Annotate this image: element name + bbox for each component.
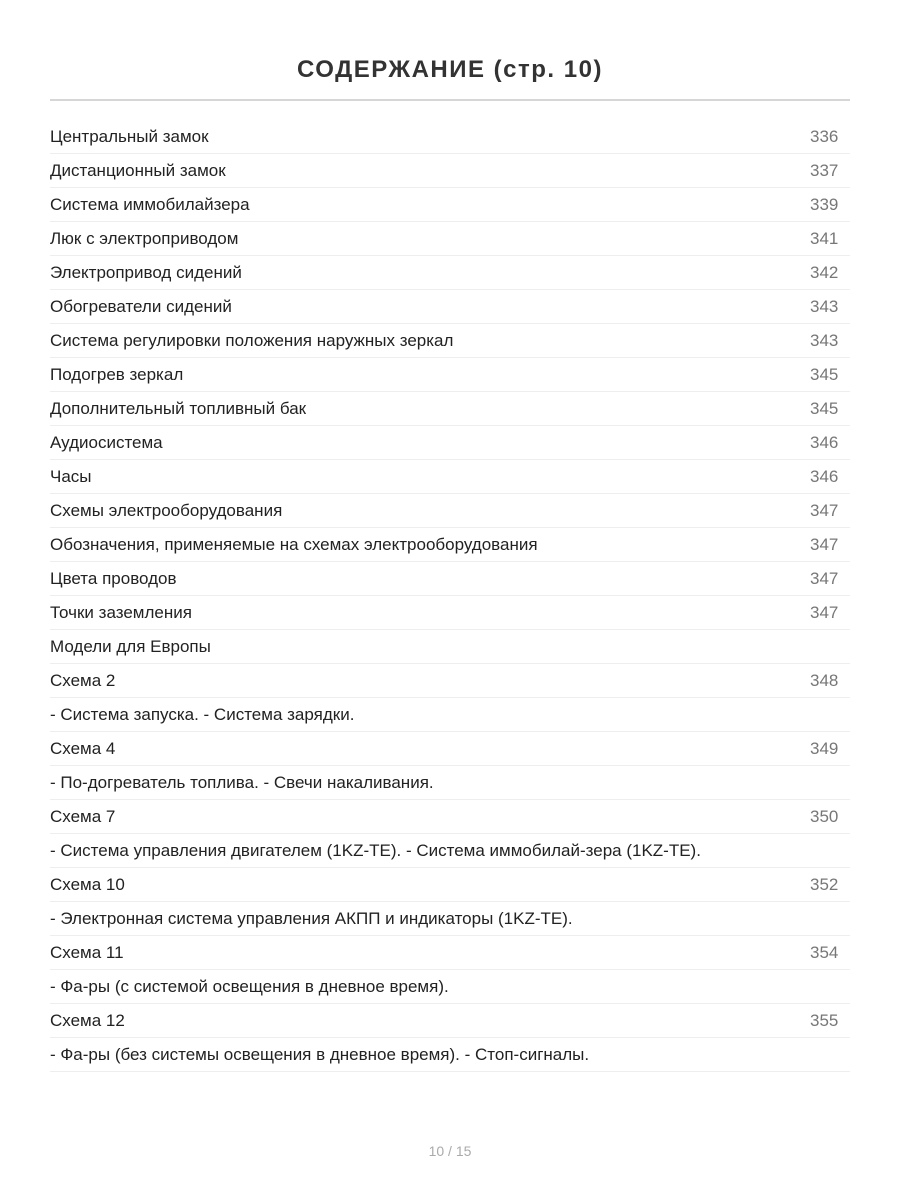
toc-entry-title: Система иммобилайзера <box>50 194 250 214</box>
toc-entry[interactable] <box>50 290 850 324</box>
toc-entry-title: Схема 10 <box>50 874 125 894</box>
toc-entry-page-number: 346 <box>810 466 839 486</box>
toc-entry[interactable] <box>50 460 850 494</box>
toc-entry[interactable] <box>50 970 850 1004</box>
toc-entry-title: - Электронная система управления АКПП и индикаторы (1KZ-TE). <box>50 908 573 928</box>
toc-entry[interactable] <box>50 528 850 562</box>
toc-entry-page-number: 354 <box>810 942 839 962</box>
toc-entry-title: Подогрев зеркал <box>50 364 184 384</box>
toc-entry-page-number: 345 <box>810 364 839 384</box>
toc-entry-title: Система регулировки положения наружных зеркал <box>50 330 454 350</box>
toc-entry-title: - Фа-ры (без системы освещения в дневное время). - Стоп-сигналы. <box>50 1044 590 1064</box>
toc-entry[interactable] <box>50 188 850 222</box>
toc-entry[interactable] <box>50 698 850 732</box>
toc-entry-page-number: 341 <box>810 228 839 248</box>
toc-entry[interactable] <box>50 222 850 256</box>
toc-entry-page-number: 348 <box>810 670 839 690</box>
toc-entry[interactable] <box>50 358 850 392</box>
toc-entry-title: Обогреватели сидений <box>50 296 232 316</box>
toc-entry-page-number: 350 <box>810 806 839 826</box>
toc-entry-page-number: 342 <box>810 262 839 282</box>
toc-entry-title: Дистанционный замок <box>50 160 226 180</box>
toc-entry-page-number: 347 <box>810 568 839 588</box>
toc-entry[interactable] <box>50 664 850 698</box>
toc-entry-title: Схема 7 <box>50 806 116 826</box>
toc-entry[interactable] <box>50 426 850 460</box>
toc-entry-title: - По-догреватель топлива. - Свечи накаливания. <box>50 772 434 792</box>
toc-entry-title: Схема 12 <box>50 1010 125 1030</box>
toc-entry-title: Электропривод сидений <box>50 262 242 282</box>
title-divider <box>50 99 850 101</box>
toc-entry-title: Схема 4 <box>50 738 116 758</box>
toc-entry-title: Цвета проводов <box>50 568 177 588</box>
toc-entry[interactable] <box>50 596 850 630</box>
toc-entry-title: Люк с электроприводом <box>50 228 239 248</box>
toc-entry[interactable] <box>50 120 850 154</box>
toc-entry-page-number: 347 <box>810 500 839 520</box>
toc-entry[interactable] <box>50 936 850 970</box>
toc-entry[interactable] <box>50 256 850 290</box>
toc-entry[interactable] <box>50 324 850 358</box>
toc-entry[interactable] <box>50 868 850 902</box>
toc-entry[interactable] <box>50 834 850 868</box>
toc-entry-page-number: 337 <box>810 160 839 180</box>
toc-entry-page-number: 339 <box>810 194 839 214</box>
toc-entry-page-number: 347 <box>810 602 839 622</box>
toc-entry-title: - Фа-ры (с системой освещения в дневное время). <box>50 976 449 996</box>
toc-entry-title: - Система управления двигателем (1KZ-TE). - Система иммобилай-зера (1KZ-TE). <box>50 840 701 860</box>
toc-entry[interactable] <box>50 766 850 800</box>
toc-entry-title: Схема 11 <box>50 942 124 962</box>
toc-entry-title: Дополнительный топливный бак <box>50 398 307 418</box>
toc-entry[interactable] <box>50 1038 850 1072</box>
toc-entry-title: Схемы электрооборудования <box>50 500 283 520</box>
toc-entry-page-number: 336 <box>810 126 839 146</box>
toc-entry[interactable] <box>50 630 850 664</box>
toc-entry[interactable] <box>50 392 850 426</box>
toc-entry-title: Обозначения, применяемые на схемах электрооборудования <box>50 534 538 554</box>
toc-entry-page-number: 343 <box>810 330 839 350</box>
toc-entry-title: Центральный замок <box>50 126 209 146</box>
toc-entry-title: Модели для Европы <box>50 636 211 656</box>
toc-list <box>50 120 850 1072</box>
toc-entry[interactable] <box>50 154 850 188</box>
toc-entry-title: Аудиосистема <box>50 432 163 452</box>
toc-entry[interactable] <box>50 562 850 596</box>
toc-entry-title: Схема 2 <box>50 670 116 690</box>
toc-entry[interactable] <box>50 800 850 834</box>
toc-entry-page-number: 346 <box>810 432 839 452</box>
toc-entry-page-number: 343 <box>810 296 839 316</box>
toc-entry[interactable] <box>50 1004 850 1038</box>
page-counter: 10 / 15 <box>428 1143 472 1159</box>
toc-entry[interactable] <box>50 902 850 936</box>
toc-entry-title: Точки заземления <box>50 602 192 622</box>
toc-entry[interactable] <box>50 732 850 766</box>
toc-entry-page-number: 347 <box>810 534 839 554</box>
toc-entry-page-number: 355 <box>810 1010 839 1030</box>
toc-entry[interactable] <box>50 494 850 528</box>
toc-entry-page-number: 352 <box>810 874 839 894</box>
toc-entry-page-number: 349 <box>810 738 839 758</box>
toc-entry-title: - Система запуска. - Система зарядки. <box>50 704 355 724</box>
page-title: СОДЕРЖАНИЕ (стр. 10) <box>297 56 603 84</box>
toc-entry-title: Часы <box>50 466 92 486</box>
toc-entry-page-number: 345 <box>810 398 839 418</box>
